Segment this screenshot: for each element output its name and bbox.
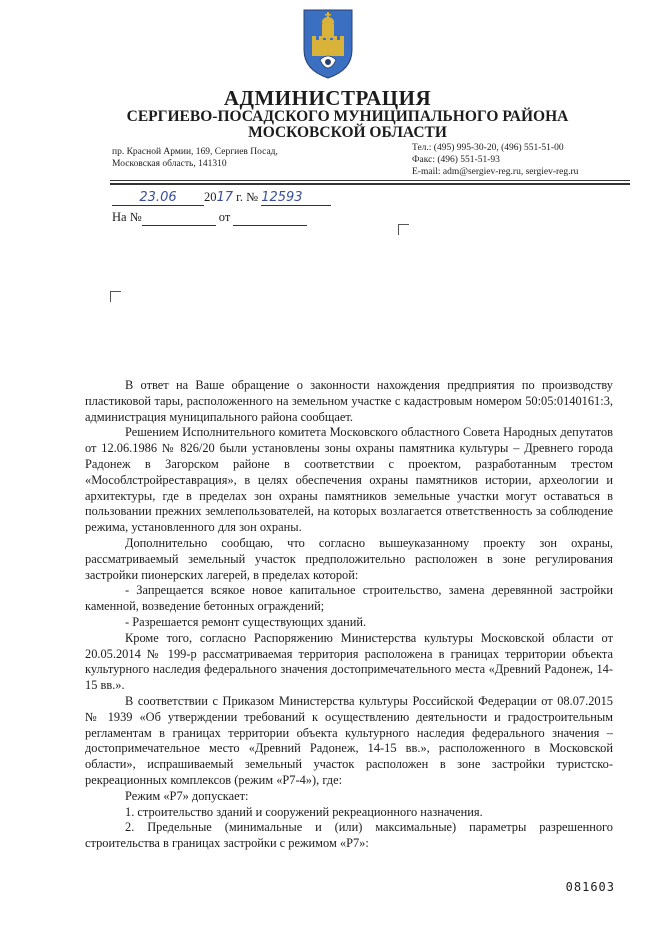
paragraph-order-2015: В соответствии с Приказом Министерства культуры Российской Федерации от 08.07.2015 № 1939 «Об утверждении требований к осуществлению деятельности и градостроительным регламентам в границах территории объекта культурного наследия федерального значения – достопримечательное место «Древний Радонеж, 14-15 вв.», расположенного в Московской области», испрашиваемый земельный участок расположен в зоне застройки туристско-рекреационных комплексов (режим «Р7-4»), где: bbox=[85, 693, 613, 787]
paragraph-item-1: 1. строительство зданий и сооружений рекреационного назначения. bbox=[125, 804, 483, 819]
ref-number-field bbox=[142, 210, 216, 226]
reg-year-prefix: 20 bbox=[204, 190, 217, 204]
fax: Факс: (496) 551-51-93 bbox=[412, 155, 500, 165]
paragraph-item-2: 2. Предельные (минимальные и (или) максимальные) параметры разрешенного строительства в границах застройки с режимом «Р7»: bbox=[85, 820, 613, 851]
paragraph-order-2014: Кроме того, согласно Распоряжению Министерства культуры Московской области от 20.05.2014 № 199-р рассматриваемая территория расположена в границах территории объекта культурного наследия федерального значения достопримечательного места «Древний Радонеж, 14-15 вв.». bbox=[85, 630, 613, 693]
paragraph-decision: Решением Исполнительного комитета Московского областного Совета Народных депутатов от 12.06.1986 № 826/20 были установлены зоны охраны памятника культуры – Древнего города Радонеж в Загорском районе в соответствии с проектом, разработанным трестом «Мособлстройреставрация», в целях обеспечения охраны памятников истории, археологии и архитектуры, где в пределах зон охраны памятников земельные участки могут оставаться в пользовании прежних землепользователей, на которых возлагается ответственность за соблюдение режима, установленного для зон охраны. bbox=[85, 425, 613, 535]
reg-number-field bbox=[261, 190, 331, 206]
coat-of-arms-emblem bbox=[298, 6, 358, 82]
email: E-mail: adm@sergiev-reg.ru, sergiev-reg.ru bbox=[412, 167, 579, 177]
paragraph-allowed: - Разрешается ремонт существующих зданий. bbox=[125, 614, 367, 629]
paragraph-regime-r7: Режим «Р7» допускает: bbox=[125, 788, 249, 803]
subject-corner-mark bbox=[110, 291, 121, 302]
addressee-corner-mark bbox=[398, 224, 409, 235]
reg-year-handwritten: 17 bbox=[216, 190, 234, 205]
reg-date-handwritten: 23.06 bbox=[139, 190, 177, 205]
reg-number-label: г. № bbox=[236, 190, 259, 204]
document-code: 081603 bbox=[565, 880, 615, 894]
letter-body bbox=[85, 378, 613, 852]
paragraph-zone: Дополнительно сообщаю, что согласно вышеуказанному проекту зон охраны, рассматриваемый земельный участок предположительно расположен в зоне регулирования застройки пионерских лагерей, в пределах которой: bbox=[85, 535, 613, 582]
address-line-2: Московская область, 141310 bbox=[112, 159, 227, 169]
ref-date-field bbox=[233, 210, 307, 226]
header-rule-1 bbox=[110, 180, 630, 181]
reg-number-handwritten: 12593 bbox=[261, 190, 303, 205]
header-rule-2 bbox=[110, 183, 630, 185]
reg-date-field bbox=[112, 190, 204, 206]
org-subtitle-district: СЕРГИЕВО-ПОСАДСКОГО МУНИЦИПАЛЬНОГО РАЙОНА bbox=[126, 108, 569, 125]
paragraph-intro: В ответ на Ваше обращение о законности нахождения предприятия по производству пластиковой тары, расположенного на земельном участке с кадастровым номером 50:05:0140161:3, администрация муниципального района сообщает. bbox=[85, 378, 613, 424]
registration-line bbox=[112, 190, 331, 206]
reference-line bbox=[112, 210, 307, 226]
ref-label: На № bbox=[112, 210, 142, 224]
address-line-1: пр. Красной Армии, 169, Сергиев Посад, bbox=[112, 147, 278, 157]
org-title: АДМИНИСТРАЦИЯ bbox=[223, 86, 432, 110]
phone: Тел.: (495) 995-30-20, (496) 551-51-00 bbox=[412, 143, 564, 153]
org-subtitle-region: МОСКОВСКОЙ ОБЛАСТИ bbox=[248, 124, 447, 141]
ref-from-label: от bbox=[218, 210, 231, 224]
paragraph-prohibited: - Запрещается всякое новое капитальное строительство, замена деревянной застройки каменной, возведение бетонных ограждений; bbox=[85, 583, 613, 614]
